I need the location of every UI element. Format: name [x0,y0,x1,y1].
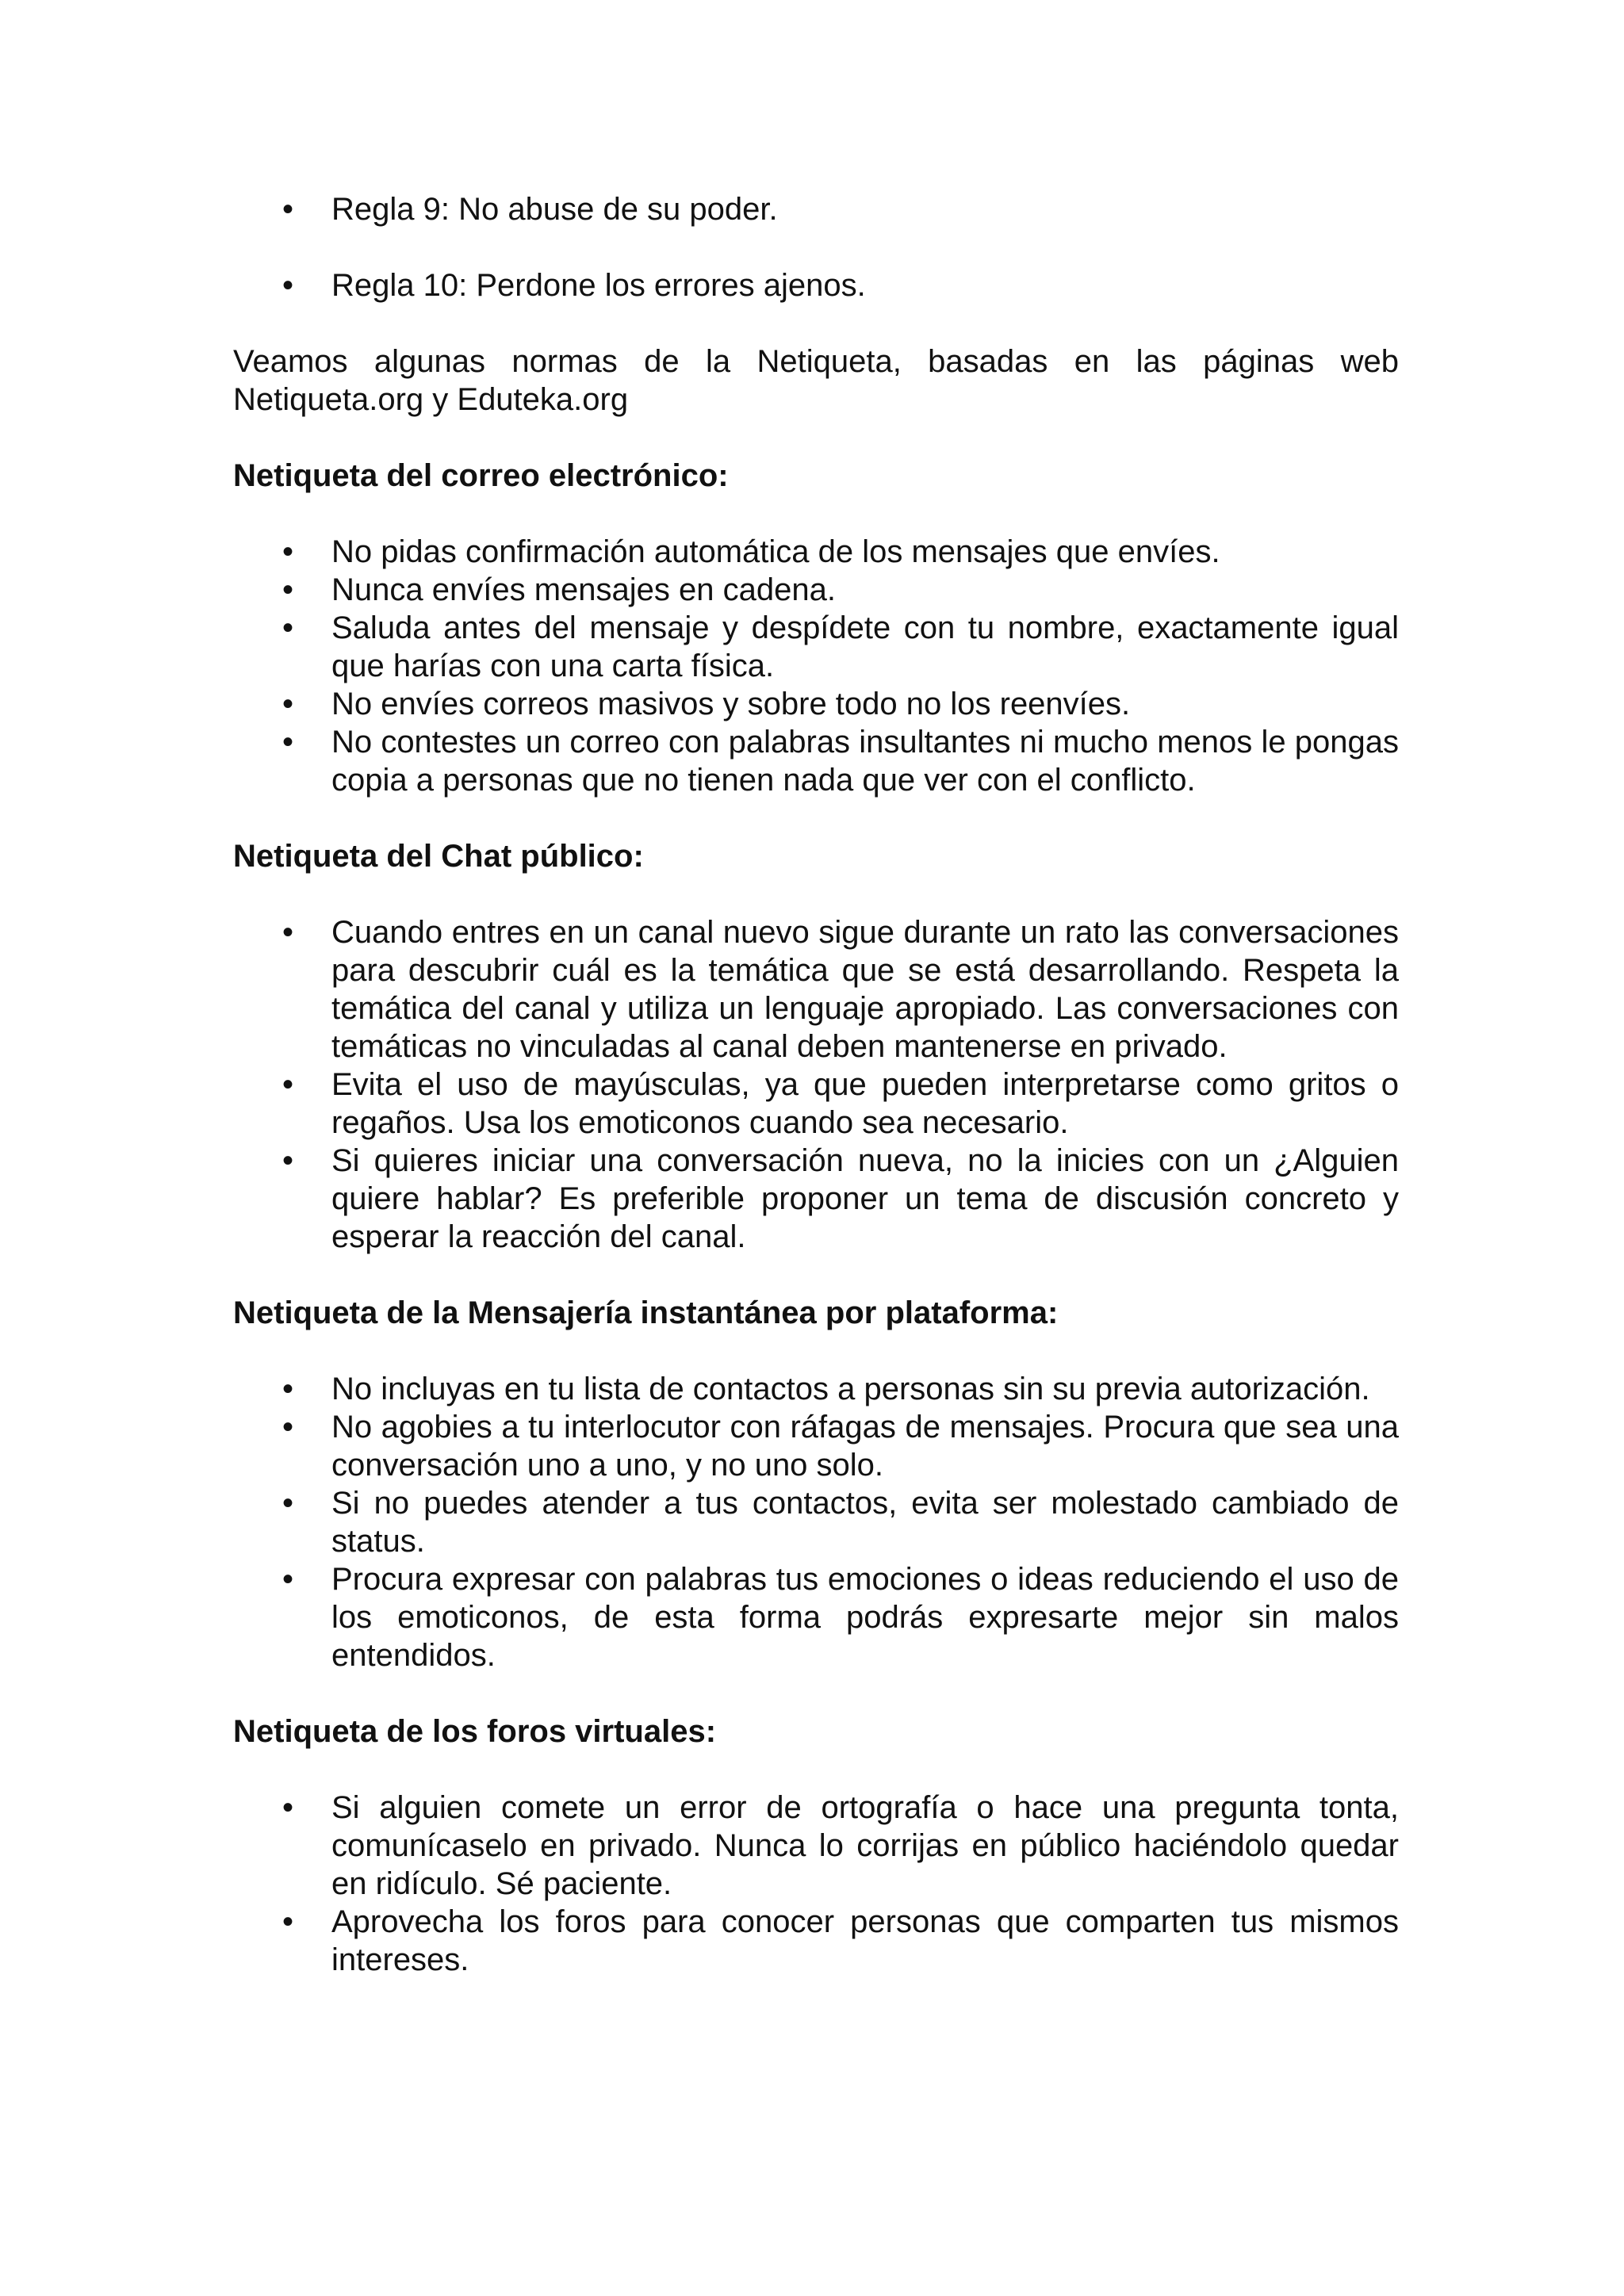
list-item: • Cuando entres en un canal nuevo sigue durante un rato las conversaciones para descubrir cuál es la temática que se está desarrollando. Respeta la temática del canal y utiliza un lenguaje apropiado. Las conversaciones con temáticas no vinculadas al canal deben mantenerse en privado. [233,913,1399,1066]
section-heading-forums: Netiqueta de los foros virtuales: [233,1714,717,1749]
list-item: • No pidas confirmación automática de los mensajes que envíes. [233,533,1399,571]
list-item: • No incluyas en tu lista de contactos a personas sin su previa autorización. [233,1370,1399,1408]
section-heading-chat: Netiqueta del Chat público: [233,839,644,874]
rules-list [233,190,1399,304]
list-item: • Nunca envíes mensajes en cadena. [233,571,1399,609]
list-item: • No contestes un correo con palabras insultantes ni mucho menos le pongas copia a personas que no tienen nada que ver con el conflicto. [233,723,1399,799]
list-item: • Aprovecha los foros para conocer personas que comparten tus mismos intereses. [233,1903,1399,1979]
intro-paragraph: Veamos algunas normas de la Netiqueta, basadas en las páginas web Netiqueta.org y Eduteka.org [233,344,1399,417]
list-item: • Regla 9: No abuse de su poder. [233,190,1399,228]
section-heading-email: Netiqueta del correo electrónico: [233,458,729,493]
list-item: • Regla 10: Perdone los errores ajenos. [233,266,1399,304]
list-item: • No agobies a tu interlocutor con ráfagas de mensajes. Procura que sea una conversación uno a uno, y no uno solo. [233,1408,1399,1484]
list-item: • Si alguien comete un error de ortografía o hace una pregunta tonta, comunícaselo en privado. Nunca lo corrijas en público haciéndolo quedar en ridículo. Sé paciente. [233,1789,1399,1903]
list-item: • Saluda antes del mensaje y despídete con tu nombre, exactamente igual que harías con una carta física. [233,609,1399,685]
chat-rules-list [233,913,1399,1256]
section-heading-messaging: Netiqueta de la Mensajería instantánea por plataforma: [233,1295,1059,1330]
list-item: • Si quieres iniciar una conversación nueva, no la inicies con un ¿Alguien quiere hablar? Es preferible proponer un tema de discusión concreto y esperar la reacción del canal. [233,1142,1399,1256]
email-rules-list [233,533,1399,799]
messaging-rules-list [233,1370,1399,1674]
document-page [233,190,1399,1979]
list-item: • Procura expresar con palabras tus emociones o ideas reduciendo el uso de los emoticonos, de esta forma podrás expresarte mejor sin malos entendidos. [233,1560,1399,1674]
list-item: • No envíes correos masivos y sobre todo no los reenvíes. [233,685,1399,723]
forum-rules-list [233,1789,1399,1979]
list-item: • Evita el uso de mayúsculas, ya que pueden interpretarse como gritos o regaños. Usa los emoticonos cuando sea necesario. [233,1066,1399,1142]
list-item: • Si no puedes atender a tus contactos, evita ser molestado cambiado de status. [233,1484,1399,1560]
